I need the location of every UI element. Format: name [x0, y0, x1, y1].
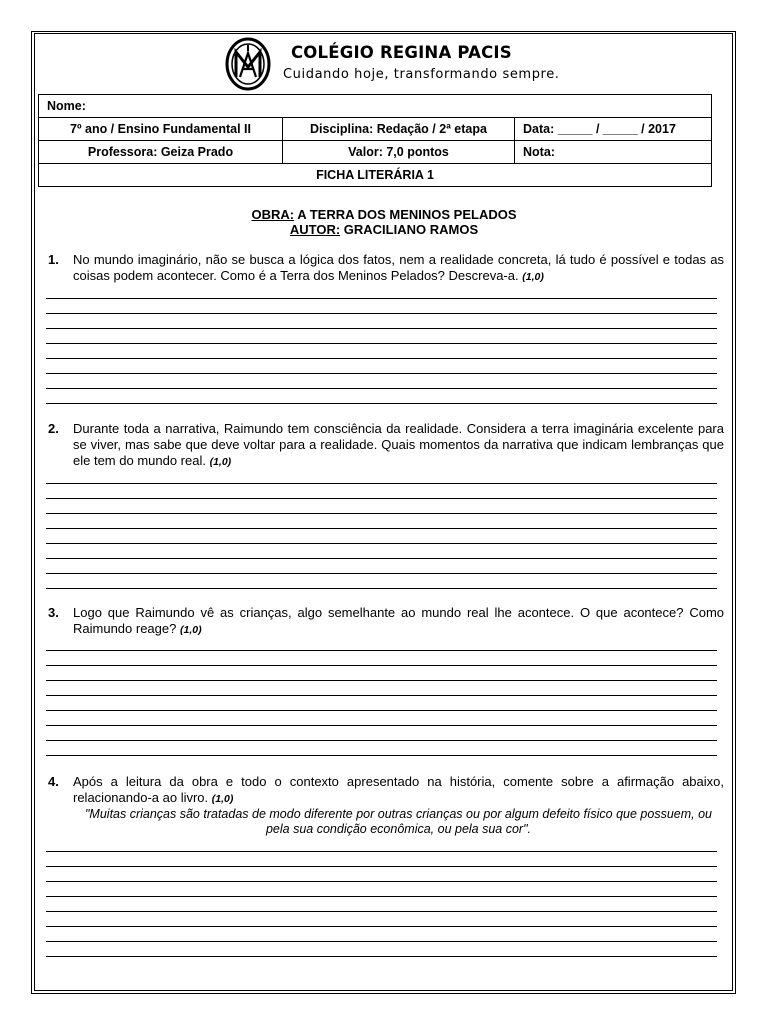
question-text: Após a leitura da obra e todo o contexto apresentado na história, comente sobre a afirmação abaixo, relacionando-a ao livro. [73, 774, 724, 805]
question-number: 1. [48, 252, 59, 267]
name-field[interactable]: Nome: [39, 95, 712, 118]
school-header [225, 37, 605, 91]
answer-lines-3[interactable] [46, 636, 717, 756]
question-quote: "Muitas crianças são tratadas de modo diferente por outras crianças ou por algum defeito físico que possuem, ou pela sua condição econômica, ou pela sua cor". [84, 807, 712, 836]
question-points: (1,0) [209, 456, 232, 468]
question-4 [48, 774, 724, 837]
question-points: (1,0) [179, 624, 202, 636]
discipline-cell: Disciplina: Redação / 2ª etapa [283, 118, 515, 141]
autor-value: GRACILIANO RAMOS [340, 222, 479, 237]
school-name: COLÉGIO REGINA PACIS [291, 43, 512, 62]
answer-lines-2[interactable] [46, 469, 717, 589]
question-text: Durante toda a narrativa, Raimundo tem consciência da realidade. Considera a terra imaginária excelente para se viver, mas sabe que deve voltar para a realidade. Quais momentos da narrativa que indicam lembranças que ele tem do mundo real. [73, 421, 724, 468]
question-2 [48, 421, 724, 470]
question-number: 3. [48, 605, 59, 620]
question-number: 2. [48, 421, 59, 436]
school-crest-icon [225, 37, 271, 91]
sheet-title: FICHA LITERÁRIA 1 [39, 164, 712, 187]
question-text: No mundo imaginário, não se busca a lógica dos fatos, nem a realidade concreta, lá tudo é possível e todas as coisas podem acontecer. Como é a Terra dos Meninos Pelados? Descreva-a. [73, 252, 724, 283]
date-field[interactable]: Data: _____ / _____ / 2017 [515, 118, 712, 141]
score-field[interactable]: Nota: [515, 141, 712, 164]
question-3 [48, 605, 724, 638]
autor-label: AUTOR: [289, 222, 341, 237]
obra-value: A TERRA DOS MENINOS PELADOS [294, 207, 517, 222]
work-author [0, 222, 768, 237]
question-1 [48, 252, 724, 285]
value-cell: Valor: 7,0 pontos [283, 141, 515, 164]
question-text: Logo que Raimundo vê as crianças, algo semelhante ao mundo real lhe acontece. O que acontece? Como Raimundo reage? [73, 605, 724, 636]
answer-lines-1[interactable] [46, 284, 717, 404]
answer-lines-4[interactable] [46, 837, 717, 957]
teacher-cell: Professora: Geiza Prado [39, 141, 283, 164]
work-title [0, 207, 768, 222]
obra-label: OBRA: [251, 207, 295, 222]
grade-cell: 7º ano / Ensino Fundamental II [39, 118, 283, 141]
question-points: (1,0) [211, 793, 234, 805]
school-slogan: Cuidando hoje, transformando sempre. [283, 67, 560, 82]
student-info-table [38, 94, 712, 187]
question-points: (1,0) [522, 271, 544, 283]
question-number: 4. [48, 774, 59, 789]
